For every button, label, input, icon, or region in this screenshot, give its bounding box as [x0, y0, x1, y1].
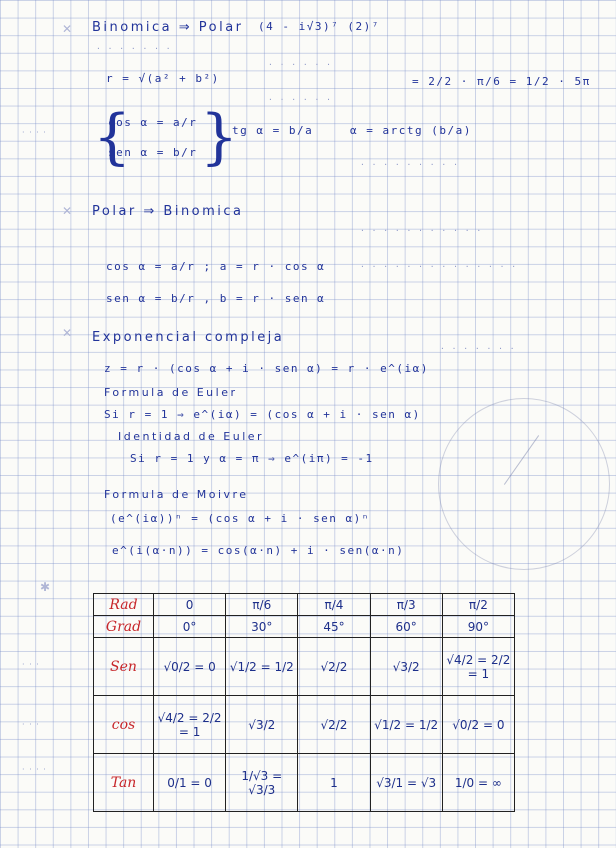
grad-cell: 45° [298, 616, 370, 638]
grad-cell: 60° [370, 616, 442, 638]
formula-exponencial: z = r · (cos α + i · sen α) = r · e^(iα) [104, 362, 429, 375]
rad-cell: π/2 [442, 594, 514, 616]
rad-cell: 0 [154, 594, 226, 616]
faint-scribble: · · · · · · · [440, 344, 516, 353]
faint-scribble: · · · · · · · · · · · · · · [360, 262, 518, 271]
tan-label: Tan [94, 754, 154, 812]
table-row-sen [94, 638, 515, 696]
table-row-tan [94, 754, 515, 812]
euler-identity: Si r = 1 y α = π ⇒ e^(iπ) = -1 [130, 452, 374, 465]
formula-cos-polar: cos α = a/r ; a = r · cos α [106, 260, 326, 273]
margin-faint-note: · · · · [22, 128, 47, 137]
margin-faint-note: · · · [22, 720, 40, 729]
faint-scribble: · · · · · · [268, 60, 332, 69]
euler-identity-title: Identidad de Euler [118, 430, 265, 443]
tan-cell: 1 [298, 754, 370, 812]
euler-formula-title: Formula de Euler [104, 386, 238, 399]
formula-alpha: α = arctg (b/a) [350, 124, 472, 137]
rad-cell: π/6 [226, 594, 298, 616]
tan-cell: 0/1 = 0 [154, 754, 226, 812]
margin-faint-note: · · · · [22, 765, 47, 774]
tan-cell: 1/√3 = √3/3 [226, 754, 298, 812]
formula-cos: cos α = a/r [108, 116, 198, 129]
rad-label: Rad [94, 594, 154, 616]
sen-cell: √1/2 = 1/2 [226, 638, 298, 696]
moivre-formula-1: (e^(iα))ⁿ = (cos α + i · sen α)ⁿ [110, 512, 370, 525]
sen-cell: √4/2 = 2/2 = 1 [442, 638, 514, 696]
faint-scribble: · · · · · · · · · [360, 160, 459, 169]
sen-cell: √0/2 = 0 [154, 638, 226, 696]
polar-binomica-title: Polar ⇒ Binomica [92, 204, 244, 219]
table-row-grad [94, 616, 515, 638]
moivre-title: Formula de Moivre [104, 488, 249, 501]
sen-label: Sen [94, 638, 154, 696]
table-row-cos [94, 696, 515, 754]
margin-cross-mark: ✕ [62, 204, 73, 218]
cos-cell: √4/2 = 2/2 = 1 [154, 696, 226, 754]
exponencial-title: Exponencial compleja [92, 330, 285, 345]
tan-cell: 1/0 = ∞ [442, 754, 514, 812]
trig-values-table [93, 593, 515, 812]
binomica-polar-title: Binomica ⇒ Polar [92, 20, 244, 35]
formula-r: r = √(a² + b²) [106, 72, 220, 85]
sen-cell: √3/2 [370, 638, 442, 696]
cos-cell: √0/2 = 0 [442, 696, 514, 754]
margin-cross-mark: ✕ [62, 22, 73, 36]
right-brace: } [200, 102, 239, 172]
sen-cell: √2/2 [298, 638, 370, 696]
formula-sen: sen α = b/r [108, 146, 198, 159]
grad-cell: 0° [154, 616, 226, 638]
rad-cell: π/4 [298, 594, 370, 616]
formula-tg: tg α = b/a [232, 124, 314, 137]
top-right-result: = 2/2 · π/6 = 1/2 · 5π [412, 75, 591, 88]
tan-cell: √3/1 = √3 [370, 754, 442, 812]
cos-cell: √2/2 [298, 696, 370, 754]
rad-cell: π/3 [370, 594, 442, 616]
cos-cell: √1/2 = 1/2 [370, 696, 442, 754]
grad-cell: 90° [442, 616, 514, 638]
margin-cross-mark: ✕ [62, 326, 73, 340]
left-brace: { [93, 102, 132, 172]
cos-cell: √3/2 [226, 696, 298, 754]
moivre-formula-2: e^(i(α·n)) = cos(α·n) + i · sen(α·n) [112, 544, 405, 557]
table-row-rad [94, 594, 515, 616]
margin-star-mark: ✱ [40, 580, 51, 594]
faint-scribble: · · · · · · · · · · · [360, 226, 483, 235]
faint-scribble: · · · · · · [268, 95, 332, 104]
formula-sen-polar: sen α = b/r , b = r · sen α [106, 292, 326, 305]
faint-scribble: · · · · · · · [96, 44, 172, 53]
cos-label: cos [94, 696, 154, 754]
grad-cell: 30° [226, 616, 298, 638]
grad-label: Grad [94, 616, 154, 638]
margin-faint-note: · · · [22, 660, 40, 669]
unit-circle-sketch [438, 398, 610, 570]
top-right-expression: (4 - i√3)⁷ (2)⁷ [258, 20, 380, 33]
euler-formula: Si r = 1 ⇒ e^(iα) = (cos α + i · sen α) [104, 408, 421, 421]
